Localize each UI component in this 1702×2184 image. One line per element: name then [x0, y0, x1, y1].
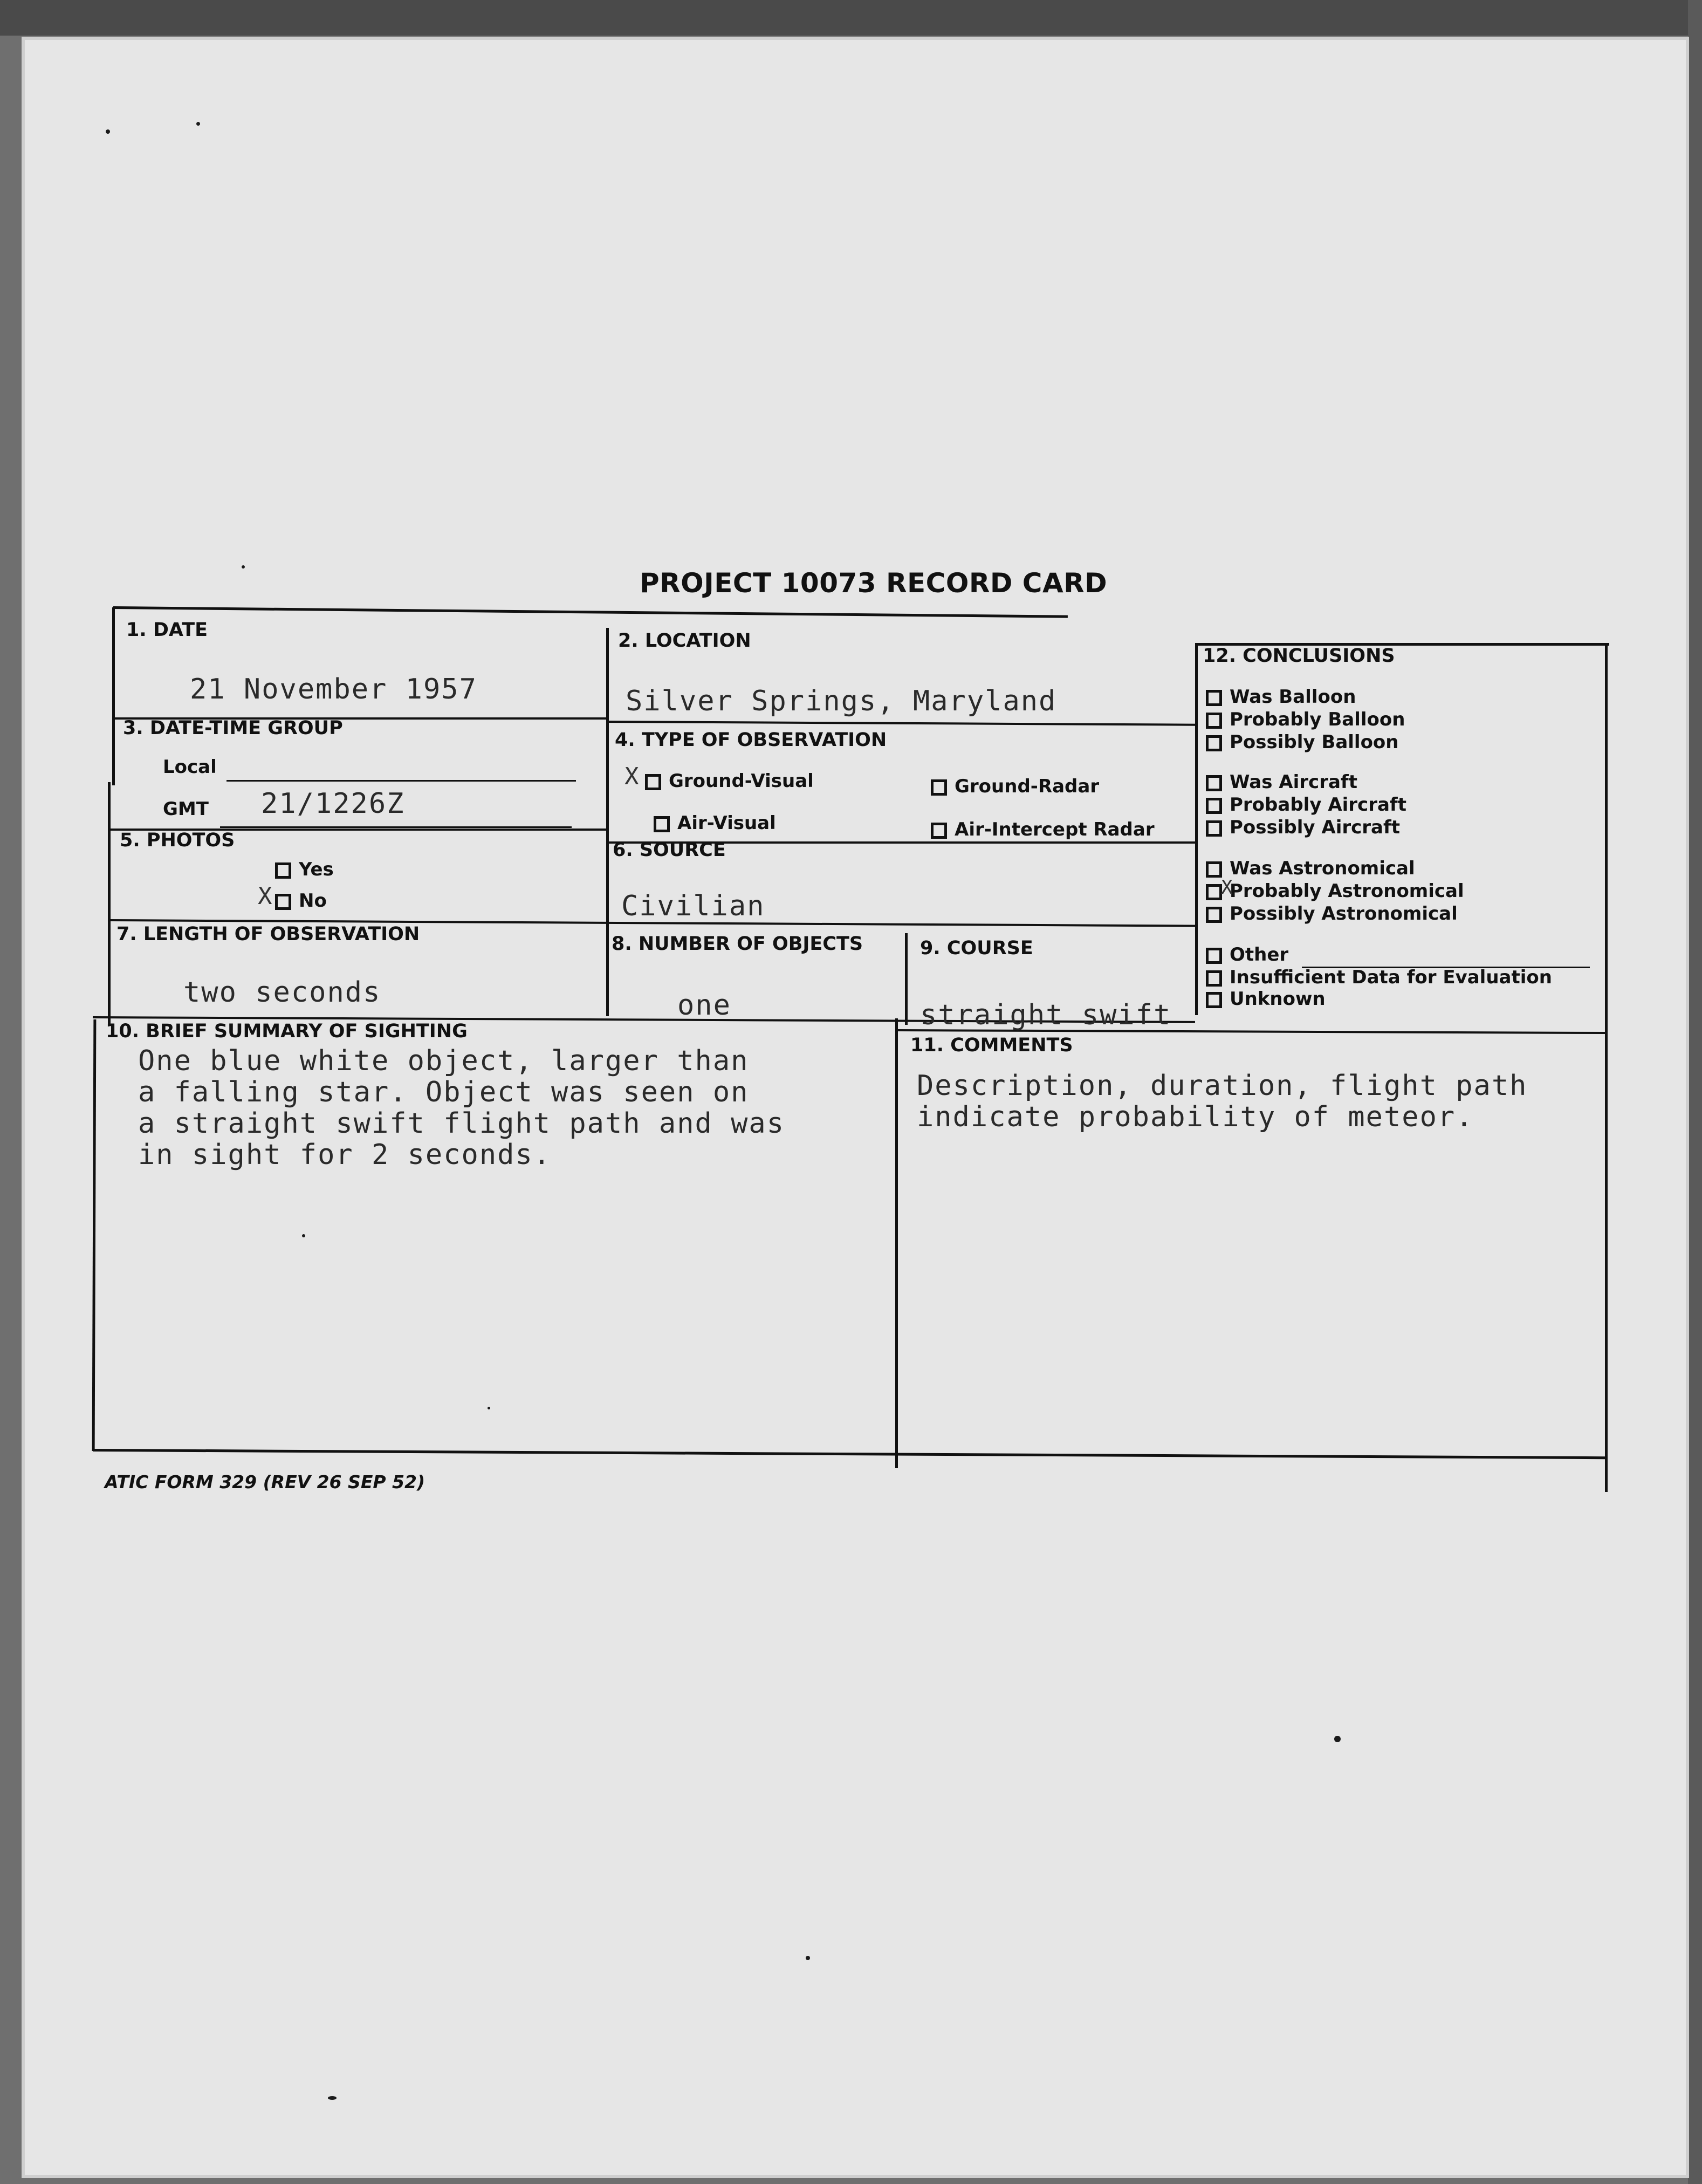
source-label: 6. SOURCE [613, 839, 726, 861]
local-label: Local [163, 756, 217, 778]
checkbox-unknown[interactable] [1206, 992, 1222, 1008]
speck [196, 122, 200, 126]
comments-line: Description, duration, flight path [917, 1070, 1528, 1102]
checkbox-probably-astronomical[interactable] [1206, 884, 1222, 900]
speck [106, 129, 110, 134]
dtg-label: 3. DATE-TIME GROUP [123, 717, 343, 739]
divider-summary-comments [895, 1018, 898, 1468]
option-air-visual[interactable] [654, 812, 776, 834]
conclusion-probably-balloon[interactable] [1206, 709, 1405, 730]
card-border-left-mid [108, 782, 111, 1025]
gmt-field-line [220, 826, 572, 828]
checkbox-was-balloon[interactable] [1206, 690, 1222, 706]
summary-line: a falling star. Object was seen on [138, 1076, 749, 1108]
checkbox-possibly-balloon[interactable] [1206, 735, 1222, 751]
conclusion-possibly-aircraft[interactable] [1206, 817, 1400, 838]
conclusion-possibly-astronomical[interactable] [1206, 903, 1458, 925]
photos-label: 5. PHOTOS [120, 830, 235, 851]
checkbox-was-astronomical[interactable] [1206, 861, 1222, 878]
summary-line: One blue white object, larger than [138, 1045, 749, 1077]
speck [242, 565, 245, 569]
checkbox-photos-no[interactable] [275, 894, 291, 910]
conclusion-was-aircraft[interactable] [1206, 771, 1357, 793]
objects-label: 8. NUMBER OF OBJECTS [612, 933, 863, 955]
checkbox-ground-radar[interactable] [931, 779, 947, 796]
photos-yes-label: Yes [299, 859, 334, 880]
course-value: straight swift [920, 999, 1172, 1031]
checkbox-other[interactable] [1206, 948, 1222, 964]
conclusion-unknown[interactable] [1206, 988, 1326, 1010]
conclusion-other[interactable] [1206, 944, 1288, 966]
checkbox-possibly-aircraft[interactable] [1206, 820, 1222, 837]
form-identifier: ATIC FORM 329 (REV 26 SEP 52) [105, 1471, 426, 1492]
checkbox-probably-balloon[interactable] [1206, 713, 1222, 729]
summary-text [138, 1044, 785, 1172]
option-air-intercept-radar[interactable] [931, 819, 1155, 840]
conclusion-label: Was Astronomical [1230, 858, 1415, 879]
conclusion-label: Possibly Balloon [1230, 731, 1399, 753]
speck [328, 2096, 337, 2100]
conclusion-label: Possibly Astronomical [1230, 903, 1458, 925]
option-ground-radar[interactable] [931, 776, 1099, 797]
comments-label: 11. COMMENTS [910, 1035, 1073, 1056]
conclusion-was-balloon[interactable] [1206, 686, 1356, 708]
ground-radar-label: Ground-Radar [955, 776, 1100, 797]
checkbox-air-intercept-radar[interactable] [931, 823, 947, 839]
card-border-left [112, 607, 115, 785]
comments-line: indicate probability of meteor. [917, 1101, 1474, 1133]
checkbox-ground-visual[interactable] [645, 774, 661, 790]
conclusion-label: Insufficient Data for Evaluation [1230, 967, 1552, 988]
conclusion-probably-aircraft[interactable] [1206, 794, 1406, 816]
checked-mark-ground-visual: X [624, 763, 639, 790]
film-edge-right [1688, 0, 1702, 2184]
checkbox-probably-aircraft[interactable] [1206, 798, 1222, 814]
ground-visual-label: Ground-Visual [669, 770, 814, 792]
location-value: Silver Springs, Maryland [626, 685, 1057, 717]
speck [1334, 1736, 1341, 1742]
local-field-line [227, 780, 576, 782]
conclusion-label: Other [1230, 944, 1289, 966]
conclusion-label: Was Balloon [1230, 686, 1356, 708]
checkbox-air-visual[interactable] [654, 816, 670, 832]
gmt-label: GMT [163, 798, 209, 820]
conclusion-probably-astronomical[interactable] [1206, 877, 1464, 902]
length-label: 7. LENGTH OF OBSERVATION [116, 923, 420, 945]
summary-line: in sight for 2 seconds. [138, 1139, 552, 1171]
summary-label: 10. BRIEF SUMMARY OF SIGHTING [106, 1021, 468, 1042]
air-intercept-radar-label: Air-Intercept Radar [955, 819, 1155, 840]
photos-no-label: No [299, 890, 327, 912]
conclusion-was-astronomical[interactable] [1206, 858, 1415, 879]
conclusion-label: Unknown [1230, 988, 1326, 1010]
option-photos-yes[interactable] [275, 859, 334, 880]
course-label: 9. COURSE [920, 937, 1033, 959]
conclusion-possibly-balloon[interactable] [1206, 731, 1399, 753]
checkbox-was-aircraft[interactable] [1206, 775, 1222, 791]
comments-text [917, 1069, 1527, 1134]
length-value: two seconds [183, 976, 381, 1009]
date-value: 21 November 1957 [190, 673, 477, 706]
checked-mark-probably-astronomical: X [1221, 877, 1233, 899]
conclusion-label: Was Aircraft [1230, 771, 1357, 793]
gmt-value: 21/1226Z [261, 788, 405, 820]
date-label: 1. DATE [126, 619, 208, 641]
conclusion-insufficient-data[interactable] [1206, 967, 1552, 988]
checkbox-possibly-astronomical[interactable] [1206, 907, 1222, 923]
conclusion-label: Probably Astronomical [1230, 880, 1464, 902]
speck [806, 1956, 810, 1960]
card-border-right [1605, 644, 1608, 1492]
source-value: Civilian [621, 890, 765, 922]
air-visual-label: Air-Visual [677, 812, 776, 834]
conclusion-label: Probably Aircraft [1230, 794, 1406, 816]
speck [488, 1407, 490, 1409]
conclusions-label: 12. CONCLUSIONS [1203, 645, 1395, 667]
conclusion-label: Possibly Aircraft [1230, 817, 1401, 838]
speck [302, 1234, 305, 1237]
divider-objects-course [905, 933, 908, 1025]
film-edge-top [0, 0, 1702, 36]
card-title: PROJECT 10073 RECORD CARD [640, 567, 1108, 599]
summary-line: a straight swift flight path and was [138, 1107, 785, 1140]
objects-value: one [677, 989, 731, 1022]
option-photos-no[interactable] [275, 890, 327, 912]
option-ground-visual[interactable] [645, 770, 814, 792]
checkbox-photos-yes[interactable] [275, 862, 291, 879]
divider-date-location [606, 628, 609, 1016]
checkbox-insufficient-data[interactable] [1206, 970, 1222, 987]
checked-mark-photos-no: X [258, 882, 272, 910]
type-label: 4. TYPE OF OBSERVATION [615, 729, 887, 751]
location-label: 2. LOCATION [618, 630, 751, 652]
conclusion-label: Probably Balloon [1230, 709, 1405, 730]
divider-location-conclusions [1195, 643, 1198, 1015]
